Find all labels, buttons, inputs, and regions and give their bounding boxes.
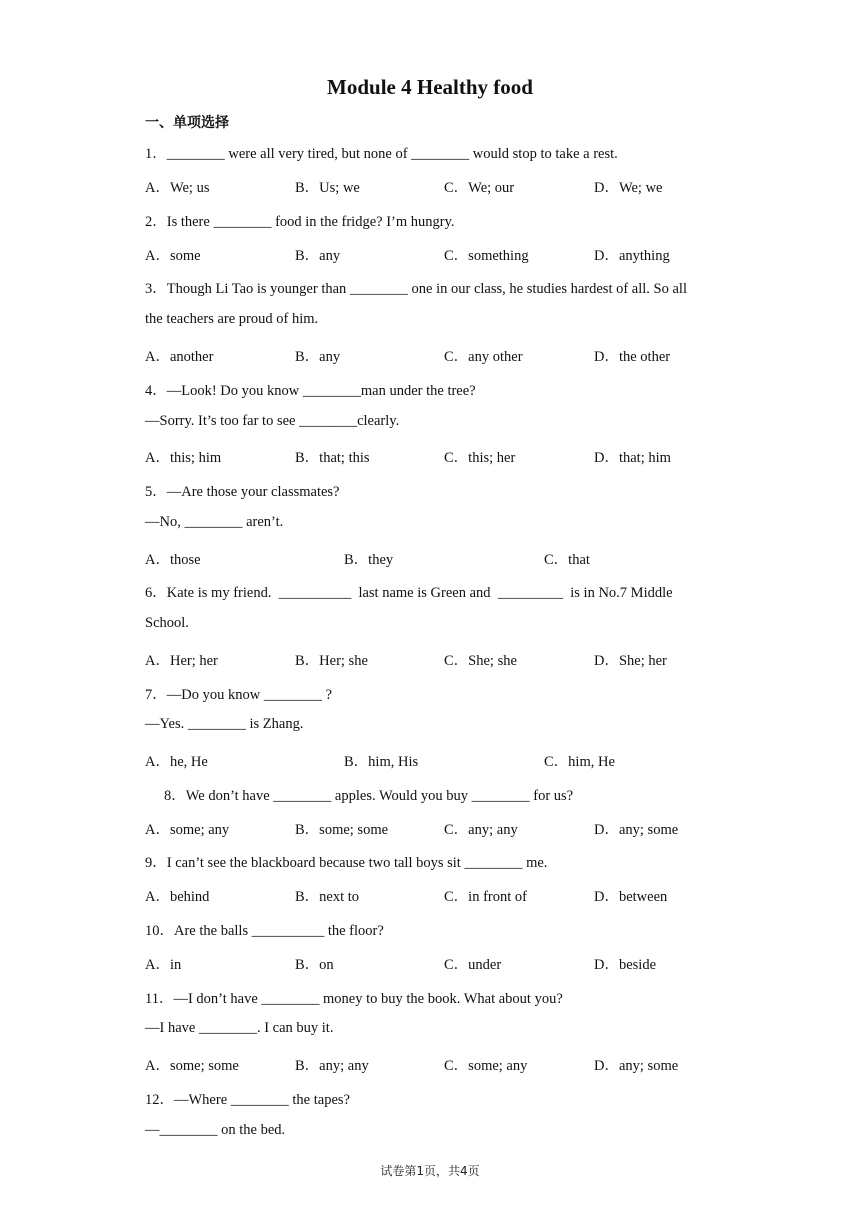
q9-option-d: D．between bbox=[594, 889, 668, 905]
q4-option-b: B．that; this bbox=[295, 450, 370, 466]
question-1-text: 1．________ were all very tired, but none of ________ would stop to take a rest. bbox=[145, 146, 618, 162]
q8-option-a: A．some; any bbox=[145, 822, 230, 838]
page-footer: 试卷第1页，共4页 bbox=[380, 1164, 480, 1178]
question-3-text-cont: the teachers are proud of him. bbox=[145, 311, 319, 327]
q3-option-c: C．any other bbox=[444, 349, 523, 365]
question-12-text-cont: —________ on the bed. bbox=[145, 1122, 286, 1138]
q6-option-c: C．She; she bbox=[444, 653, 517, 669]
q1-option-b: B．Us; we bbox=[295, 180, 360, 196]
question-7-text: 7．—Do you know ________ ? bbox=[145, 687, 332, 703]
q2-option-b: B．any bbox=[295, 248, 341, 264]
q4-option-a: A．this; him bbox=[145, 450, 222, 466]
q3-option-b: B．any bbox=[295, 349, 341, 365]
q3-option-d: D．the other bbox=[594, 349, 671, 365]
q10-option-a: A．in bbox=[145, 957, 182, 973]
q6-option-d: D．She; her bbox=[594, 653, 667, 669]
q7-option-a: A．he, He bbox=[145, 754, 208, 770]
q1-option-a: A．We; us bbox=[145, 180, 210, 196]
q2-option-a: A．some bbox=[145, 248, 201, 264]
page-title: Module 4 Healthy food bbox=[327, 75, 533, 99]
q7-option-c: C．him, He bbox=[544, 754, 615, 770]
q8-option-d: D．any; some bbox=[594, 822, 679, 838]
q9-option-c: C．in front of bbox=[444, 889, 527, 905]
question-4-text-cont: —Sorry. It’s too far to see ________clearly. bbox=[145, 413, 400, 429]
q1-option-d: D．We; we bbox=[594, 180, 663, 196]
section-heading: 一、单项选择 bbox=[145, 115, 229, 131]
q8-option-c: C．any; any bbox=[444, 822, 518, 838]
q6-option-a: A．Her; her bbox=[145, 653, 218, 669]
question-6-text-cont: School. bbox=[145, 615, 189, 631]
q5-option-c: C．that bbox=[544, 552, 590, 568]
question-11-text: 11．—I don’t have ________ money to buy the book. What about you? bbox=[145, 991, 563, 1007]
q2-option-c: C．something bbox=[444, 248, 529, 264]
question-7-text-cont: —Yes. ________ is Zhang. bbox=[145, 716, 304, 732]
q9-option-a: A．behind bbox=[145, 889, 210, 905]
q1-option-c: C．We; our bbox=[444, 180, 515, 196]
question-9-text: 9．I can’t see the blackboard because two tall boys sit ________ me. bbox=[145, 855, 548, 871]
q10-option-d: D．beside bbox=[594, 957, 657, 973]
question-12-text: 12．—Where ________ the tapes? bbox=[145, 1092, 350, 1108]
q11-option-d: D．any; some bbox=[594, 1058, 679, 1074]
q7-option-b: B．him, His bbox=[344, 754, 419, 770]
question-2-text: 2．Is there ________ food in the fridge? I’m hungry. bbox=[145, 214, 455, 230]
q3-option-a: A．another bbox=[145, 349, 214, 365]
q4-option-c: C．this; her bbox=[444, 450, 516, 466]
q11-option-a: A．some; some bbox=[145, 1058, 239, 1074]
question-5-text: 5．—Are those your classmates? bbox=[145, 484, 340, 500]
question-11-text-cont: —I have ________. I can buy it. bbox=[145, 1020, 334, 1036]
q10-option-b: B．on bbox=[295, 957, 334, 973]
q5-option-b: B．they bbox=[344, 552, 394, 568]
q8-option-b: B．some; some bbox=[295, 822, 389, 838]
q9-option-b: B．next to bbox=[295, 889, 360, 905]
q10-option-c: C．under bbox=[444, 957, 502, 973]
q2-option-d: D．anything bbox=[594, 248, 670, 264]
question-10-text: 10．Are the balls __________ the floor? bbox=[145, 923, 384, 939]
question-6-text: 6．Kate is my friend. __________ last name is Green and _________ is in No.7 Middle bbox=[145, 585, 673, 601]
question-5-text-cont: —No, ________ aren’t. bbox=[145, 514, 284, 530]
question-8-text: 8．We don’t have ________ apples. Would you buy ________ for us? bbox=[164, 788, 574, 804]
q11-option-b: B．any; any bbox=[295, 1058, 369, 1074]
q11-option-c: C．some; any bbox=[444, 1058, 528, 1074]
q5-option-a: A．those bbox=[145, 552, 201, 568]
question-4-text: 4．—Look! Do you know ________man under the tree? bbox=[145, 383, 476, 399]
q4-option-d: D．that; him bbox=[594, 450, 671, 466]
q6-option-b: B．Her; she bbox=[295, 653, 368, 669]
question-3-text: 3．Though Li Tao is younger than ________ one in our class, he studies hardest of all. So all bbox=[145, 281, 687, 297]
